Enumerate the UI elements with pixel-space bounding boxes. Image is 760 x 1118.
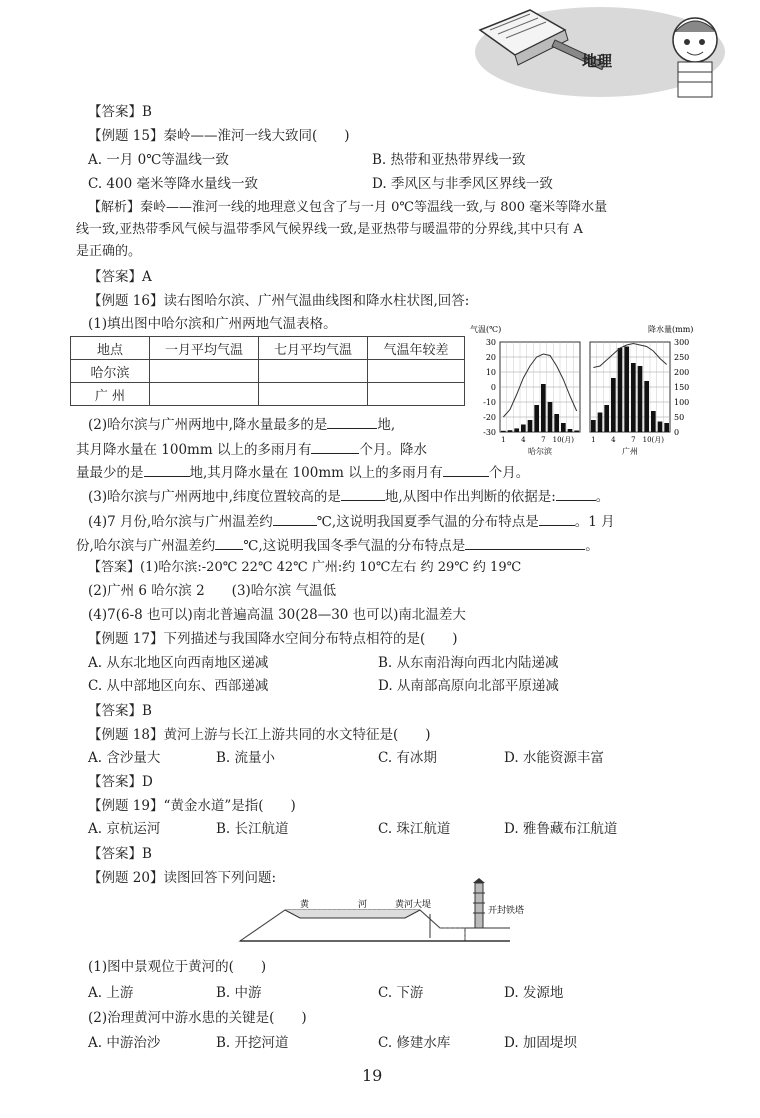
question-20: 【例题 20】读图回答下列问题: <box>88 870 277 886</box>
question-19: 【例题 19】“黄金水道”是指( ) <box>88 798 296 814</box>
table-cell[interactable] <box>150 383 259 406</box>
option-d: D. 从南部高原向北部平原递减 <box>378 678 559 694</box>
temp-axis-title: 气温(℃) <box>470 325 502 334</box>
x-tick-label: 7 <box>631 436 636 444</box>
temp-tick-label: -20 <box>483 413 496 422</box>
precip-bar <box>541 384 546 432</box>
precip-bar <box>598 413 603 433</box>
precip-bar <box>618 348 623 432</box>
question-16-part-3: (3)哈尔滨与广州两地中,纬度位置较高的是 地,从图中作出判断的依据是: 。 <box>88 486 609 506</box>
temp-tick-label: 20 <box>485 353 496 362</box>
question-17: 【例题 17】下列描述与我国降水空间分布特点相符的是( ) <box>88 631 458 647</box>
table-cell: 哈尔滨 <box>71 360 150 383</box>
precip-bar <box>591 420 596 432</box>
answer-line: 【答案】D <box>88 774 153 790</box>
question-16: 【例题 16】读右图哈尔滨、广州气温曲线图和降水柱状图,回答: <box>88 293 470 309</box>
question-16-part-2c: 量最少的是 地,其月降水量在 100mm 以上的多雨月有 个月。 <box>76 462 529 482</box>
answer-line: 【答案】B <box>88 703 152 719</box>
option-c: C. 400 毫米等降水量线一致 <box>88 176 258 192</box>
precip-bar <box>568 429 573 432</box>
precip-bar <box>521 425 526 433</box>
table-header: 七月平均气温 <box>259 337 368 360</box>
table-cell[interactable] <box>259 360 368 383</box>
x-tick-label: 7 <box>541 436 546 444</box>
temperature-table <box>70 336 465 406</box>
precip-axis-title: 降水量(mm) <box>648 325 694 334</box>
precip-bar <box>631 363 636 432</box>
option-d: D. 季风区与非季风区界线一致 <box>372 176 553 192</box>
temp-tick-label: 10 <box>485 368 496 377</box>
precip-bar <box>644 381 649 432</box>
precip-bar <box>638 366 643 432</box>
option-c: C. 从中部地区向东、西部递减 <box>88 678 269 694</box>
option-c: C. 有冰期 <box>378 750 437 766</box>
temp-tick-label: -30 <box>483 428 496 437</box>
question-15: 【例题 15】秦岭——淮河一线大致同( ) <box>88 128 350 144</box>
question-20-part-1: (1)图中景观位于黄河的( ) <box>88 959 267 975</box>
precip-bar <box>534 405 539 432</box>
option-b: B. 流量小 <box>216 750 276 766</box>
label-city: 开封铁塔 <box>488 906 525 916</box>
option-a: A. 京杭运河 <box>88 821 161 837</box>
answer-16-4: (4)7(6-8 也可以)南北普遍高温 30(28—30 也可以)南北温差大 <box>88 607 466 623</box>
table-cell[interactable] <box>368 383 465 406</box>
option-a: A. 上游 <box>88 985 134 1001</box>
answer-line: 【答案】B <box>88 846 152 862</box>
analysis-line-2: 线一致,亚热带季风气候与温带季风气候界线一致,是亚热带与暖温带的分界线,其中只有 A <box>76 222 583 237</box>
answer-16-2: (2)广州 6 哈尔滨 2 (3)哈尔滨 气温低 <box>88 583 337 599</box>
answer-line: 【答案】B <box>88 104 152 120</box>
table-cell[interactable] <box>368 360 465 383</box>
precip-tick-label: 150 <box>674 383 690 392</box>
option-d: D. 雅鲁藏布江航道 <box>504 821 618 837</box>
precip-bar <box>548 402 553 432</box>
option-a: A. 从东北地区向西南地区递减 <box>88 655 269 671</box>
city-label: 哈尔滨 <box>528 447 552 456</box>
precip-bar <box>624 347 629 433</box>
question-16-part-2: (2)哈尔滨与广州两地中,降水量最多的是 地, <box>88 414 395 434</box>
precip-bar <box>658 422 663 433</box>
x-tick-label: 10(月) <box>642 436 665 444</box>
question-20-part-2: (2)治理黄河中游水患的关键是( ) <box>88 1010 307 1026</box>
precip-tick-label: 50 <box>674 413 685 422</box>
option-b: B. 开挖河道 <box>216 1035 289 1051</box>
precip-bar <box>501 431 506 432</box>
option-a: A. 一月 0℃等温线一致 <box>88 152 229 168</box>
precip-tick-label: 100 <box>674 398 690 407</box>
label-he: 河 <box>358 900 368 910</box>
question-16-part-4b: 份,哈尔滨与广州温差约 ℃,这说明我国冬季气温的分布特点是 。 <box>76 535 599 555</box>
page-number: 19 <box>362 1066 383 1085</box>
precip-bar <box>574 431 579 433</box>
option-b: B. 热带和亚热带界线一致 <box>372 152 526 168</box>
x-tick-label: 4 <box>521 436 526 444</box>
precip-tick-label: 250 <box>674 353 690 362</box>
temp-tick-label: -10 <box>483 398 496 407</box>
option-a: A. 中游治沙 <box>88 1035 161 1051</box>
precip-bar <box>554 414 559 432</box>
x-tick-label: 1 <box>591 436 596 444</box>
option-b: B. 从东南沿海向西北内陆递减 <box>378 655 559 671</box>
label-huang: 黄 <box>300 900 310 910</box>
question-16-part-2b: 其月降水量在 100mm 以上的多雨月有 个月。降水 <box>76 439 427 459</box>
precip-bar <box>561 423 566 432</box>
precip-bar <box>664 423 669 432</box>
precip-bar <box>651 411 656 432</box>
table-cell[interactable] <box>150 360 259 383</box>
yellow-river-diagram <box>230 878 525 948</box>
table-header: 地点 <box>71 337 150 360</box>
precip-bar <box>508 430 513 432</box>
analysis-line-3: 是正确的。 <box>76 244 142 259</box>
option-d: D. 发源地 <box>504 985 564 1001</box>
option-c: C. 下游 <box>378 985 424 1001</box>
table-header: 气温年较差 <box>368 337 465 360</box>
answer-16-1: 【答案】(1)哈尔滨:-20℃ 22℃ 42℃ 广州:约 10℃左右 约 29℃ 约 19℃ <box>88 560 522 575</box>
x-tick-label: 4 <box>611 436 616 444</box>
header-label: 地理 <box>582 52 613 70</box>
precip-bar <box>611 378 616 432</box>
answer-line: 【答案】A <box>88 269 152 285</box>
option-d: D. 水能资源丰富 <box>504 750 604 766</box>
climate-chart <box>470 322 720 462</box>
option-b: B. 中游 <box>216 985 262 1001</box>
table-header: 一月平均气温 <box>150 337 259 360</box>
temp-tick-label: 30 <box>485 338 496 347</box>
city-label: 广州 <box>622 447 638 456</box>
precip-bar <box>528 420 533 432</box>
question-18: 【例题 18】黄河上游与长江上游共同的水文特征是( ) <box>88 727 431 743</box>
x-tick-label: 1 <box>501 436 506 444</box>
table-cell: 广 州 <box>71 383 150 406</box>
precip-tick-label: 300 <box>674 338 690 347</box>
analysis-line-1: 【解析】秦岭——淮河一线的地理意义包含了与一月 0℃等温线一致,与 800 毫米等降水量 <box>88 200 608 215</box>
label-dam: 黄河大堤 <box>395 900 432 910</box>
question-16-part-1: (1)填出图中哈尔滨和广州两地气温表格。 <box>88 316 337 332</box>
temp-tick-label: 0 <box>490 383 496 392</box>
option-c: C. 修建水库 <box>378 1035 451 1051</box>
table-row <box>71 383 465 406</box>
option-c: C. 珠江航道 <box>378 821 451 837</box>
precip-tick-label: 200 <box>674 368 690 377</box>
precip-bar <box>604 405 609 432</box>
option-d: D. 加固堤坝 <box>504 1035 577 1051</box>
table-cell[interactable] <box>259 383 368 406</box>
table-row <box>71 360 465 383</box>
option-b: B. 长江航道 <box>216 821 289 837</box>
question-16-part-4: (4)7 月份,哈尔滨与广州温差约 ℃,这说明我国夏季气温的分布特点是 。1 月 <box>88 511 615 531</box>
x-tick-label: 10(月) <box>552 436 575 444</box>
precip-bar <box>514 428 519 432</box>
precip-tick-label: 0 <box>674 428 680 437</box>
option-a: A. 含沙量大 <box>88 750 161 766</box>
table-header-row <box>71 337 465 360</box>
